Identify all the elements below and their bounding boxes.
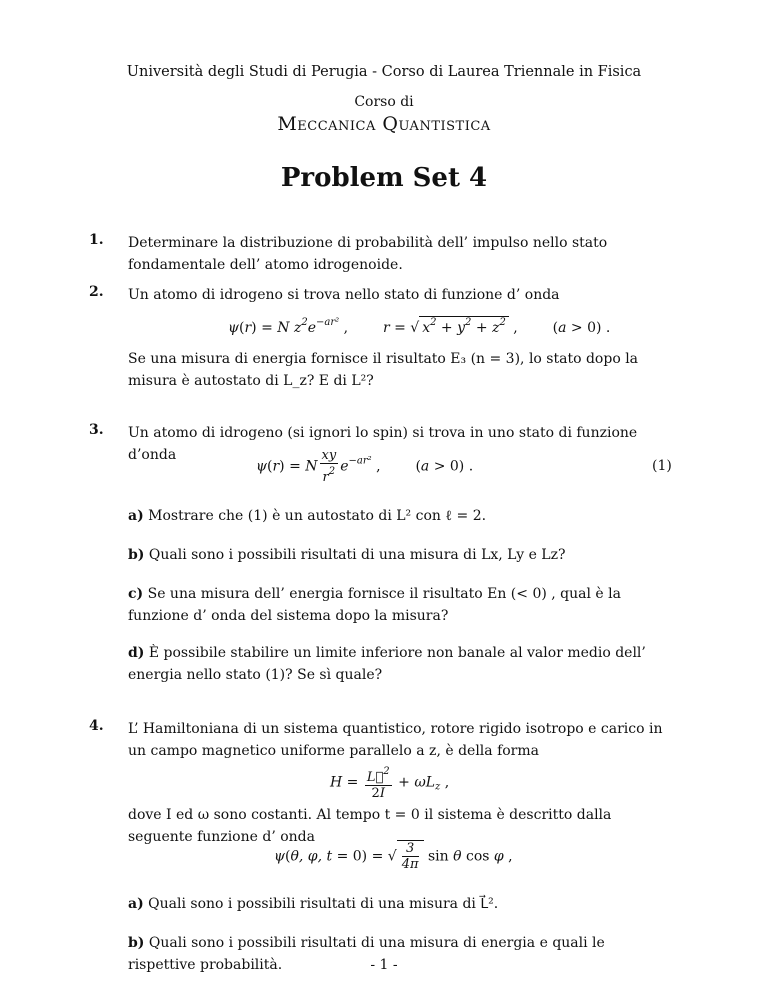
problem-text: Determinare la distribuzione di probabilità dell’ impulso nello stato fondamentale dell’ atomo idrogenoide. [128, 235, 608, 273]
subquestion-a: a) Quali sono i possibili risultati di una misura di L⃗². [128, 896, 499, 912]
equation-psi-2: ψ(r) = N $z^2e^{-ar^2}$ , r = √ $x^2 + y^2 + z^2$ , (a > 0) . [228, 317, 611, 336]
equation-psi-4: ψ(θ, φ, t = 0) = √ $\frac{3}{4\pi}$ sin θ cos φ , [274, 841, 513, 872]
problem-followup: dove I ed ω sono costanti. Al tempo t = 0 il sistema è descritto dalla seguente funzione d’ onda [128, 807, 612, 845]
problem-number: 4. [89, 718, 104, 734]
subquestion-a: a) Mostrare che (1) è un autostato di L² con ℓ = 2. [128, 508, 487, 524]
problem-text: Un atomo di idrogeno si trova nello stato di funzione d’ onda [128, 287, 560, 303]
equation-number: (1) [652, 458, 672, 474]
subquestion-c: c) Se una misura dell’ energia fornisce il risultato En (< 0) , qual è la funzione d’ onda del sistema dopo la misura? [128, 586, 621, 624]
problem-followup: Se una misura di energia fornisce il risultato E₃ (n = 3), lo stato dopo la misura è autostato di L_z? E di L²? [128, 351, 639, 389]
subquestion-d: d) È possibile stabilire un limite inferiore non banale al valor medio dell’ energia nello stato (1)? Se sì quale? [128, 645, 646, 683]
problem-number: 1. [89, 232, 104, 248]
problem-text: Un atomo di idrogeno (si ignori lo spin) si trova in uno stato di funzione d’onda [128, 425, 638, 463]
corso-di-label: Corso di [354, 94, 414, 110]
problem-text: L’ Hamiltoniana di un sistema quantistico, rotore rigido isotropo e carico in un campo magnetico uniforme parallelo a z, è della forma [128, 721, 663, 759]
problem-number: 2. [89, 284, 104, 300]
subquestion-b: b) Quali sono i possibili risultati di una misura di energia e quali le rispettive probabilità. [128, 935, 605, 973]
equation-psi-3: ψ(r) = N $\frac{xy}{r^2}$ $e^{-ar^2}$ , (a > 0) . [256, 448, 474, 485]
equation-hamiltonian: H = $\frac{L⃗^2}{2I}$ + $\omega L_z$ , [330, 766, 450, 801]
subquestion-b: b) Quali sono i possibili risultati di una misura di Lx, Ly e Lz? [128, 547, 566, 563]
problem-number: 3. [89, 422, 104, 438]
course-title: Meccanica Quantistica [277, 113, 491, 135]
problem-set-title: Problem Set 4 [280, 163, 488, 193]
university-line: Università degli Studi di Perugia - Corso di Laurea Triennale in Fisica [126, 64, 642, 80]
page-number: - 1 - [370, 957, 398, 973]
